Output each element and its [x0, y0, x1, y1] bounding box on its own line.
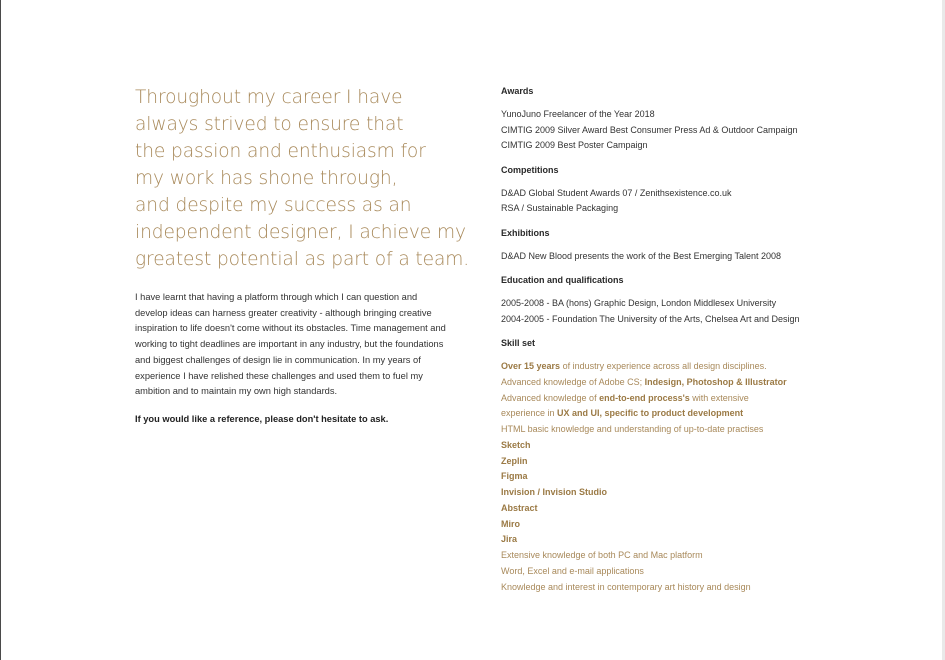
body-paragraph: I have learnt that having a platform through which I can question and develop ideas can harness greater creativity - although bringing creative inspiration to life doesn't come without its obstacles. Time management and working to tight deadlines are important in any industry, but the foundations and biggest challenges of design lie in communication. In my years of experience I have relished these challenges and used them to fuel my ambition and to maintain my own high standards. [135, 292, 446, 397]
skill-text: Word, Excel and e-mail applications [501, 565, 644, 576]
skill-item [501, 548, 921, 564]
exhibitions-section [501, 227, 921, 265]
intro-line: the passion and enthusiasm for [135, 141, 426, 162]
list-item: CIMTIG 2009 Silver Award Best Consumer Press Ad & Outdoor Campaign [501, 124, 798, 135]
skill-item [501, 454, 921, 470]
skills-section [501, 337, 921, 595]
competitions-section [501, 164, 921, 217]
list-item: D&AD Global Student Awards 07 / Zenithsexistence.co.uk [501, 187, 732, 198]
skill-text: Advanced knowledge of [501, 392, 600, 403]
skill-highlight: Zeplin [501, 455, 528, 466]
skill-item [501, 517, 921, 533]
cv-details-column [501, 85, 921, 605]
skill-text: of industry experience across all design disciplines. [560, 361, 767, 371]
section-heading-exhibitions: Exhibitions [501, 227, 550, 238]
skill-item [501, 485, 921, 501]
awards-section [501, 85, 921, 154]
list-item: 2005-2008 - BA (hons) Graphic Design, London Middlesex University [501, 298, 777, 308]
skill-highlight: Figma [501, 471, 528, 482]
list-item: D&AD New Blood presents the work of the Best Emerging Talent 2008 [501, 250, 781, 261]
skill-highlight: Over 15 years [501, 361, 561, 371]
section-heading-education: Education and qualifications [501, 275, 624, 285]
skill-text: with extensive [689, 392, 749, 403]
intro-line: always strived to ensure that [135, 114, 404, 135]
skill-item [501, 501, 921, 517]
skill-text: Extensive knowledge of both PC and Mac platform [501, 550, 703, 560]
skill-item [501, 564, 921, 580]
left-border [0, 0, 1, 660]
skill-item [501, 375, 921, 391]
education-list [501, 296, 921, 327]
skill-text: experience in [501, 408, 558, 419]
awards-list [501, 107, 921, 154]
skill-item [501, 359, 921, 375]
intro-line: greatest potential as part of a team. [135, 249, 470, 270]
list-item: CIMTIG 2009 Best Poster Campaign [501, 140, 648, 150]
list-item: YunoJuno Freelancer of the Year 2018 [501, 109, 655, 119]
skill-item [501, 580, 921, 596]
intro-line: Throughout my career I have [135, 87, 403, 108]
skill-highlight: Jira [501, 534, 518, 545]
intro-line: independent designer, I achieve my [135, 222, 466, 243]
intro-line: and despite my success as an [135, 195, 412, 216]
intro-line: my work has shone through, [135, 168, 398, 189]
skill-item [501, 532, 921, 548]
skill-item [501, 391, 921, 407]
skills-list [501, 359, 921, 595]
intro-column [135, 84, 470, 424]
reference-note: If you would like a reference, please don't hesitate to ask. [135, 413, 389, 424]
list-item: 2004-2005 - Foundation The University of the Arts, Chelsea Art and Design [501, 313, 800, 324]
intro-statement [135, 84, 470, 273]
skill-highlight: end-to-end process's [599, 392, 690, 403]
skill-item [501, 422, 921, 438]
skill-item [501, 469, 921, 485]
skill-highlight: Abstract [501, 502, 538, 513]
skill-text: Knowledge and interest in contemporary art history and design [501, 581, 751, 592]
skill-text: Advanced knowledge of Adobe CS; [501, 376, 645, 387]
skill-item [501, 438, 921, 454]
section-heading-awards: Awards [501, 86, 534, 96]
skill-highlight: Sketch [501, 439, 531, 450]
skill-highlight: UX and UI, specific to product development [557, 408, 744, 419]
competitions-list [501, 186, 921, 217]
exhibitions-list [501, 249, 921, 265]
skill-highlight: Indesign, Photoshop & Illustrator [644, 376, 787, 387]
list-item: RSA / Sustainable Packaging [501, 203, 619, 213]
skill-highlight: Miro [501, 518, 520, 529]
skill-highlight: Invision / Invision Studio [501, 487, 608, 497]
skill-text: HTML basic knowledge and understanding of up-to-date practises [501, 424, 764, 434]
section-heading-competitions: Competitions [501, 164, 559, 175]
section-heading-skills: Skill set [501, 338, 536, 348]
skill-item [501, 406, 921, 422]
education-section [501, 274, 921, 327]
